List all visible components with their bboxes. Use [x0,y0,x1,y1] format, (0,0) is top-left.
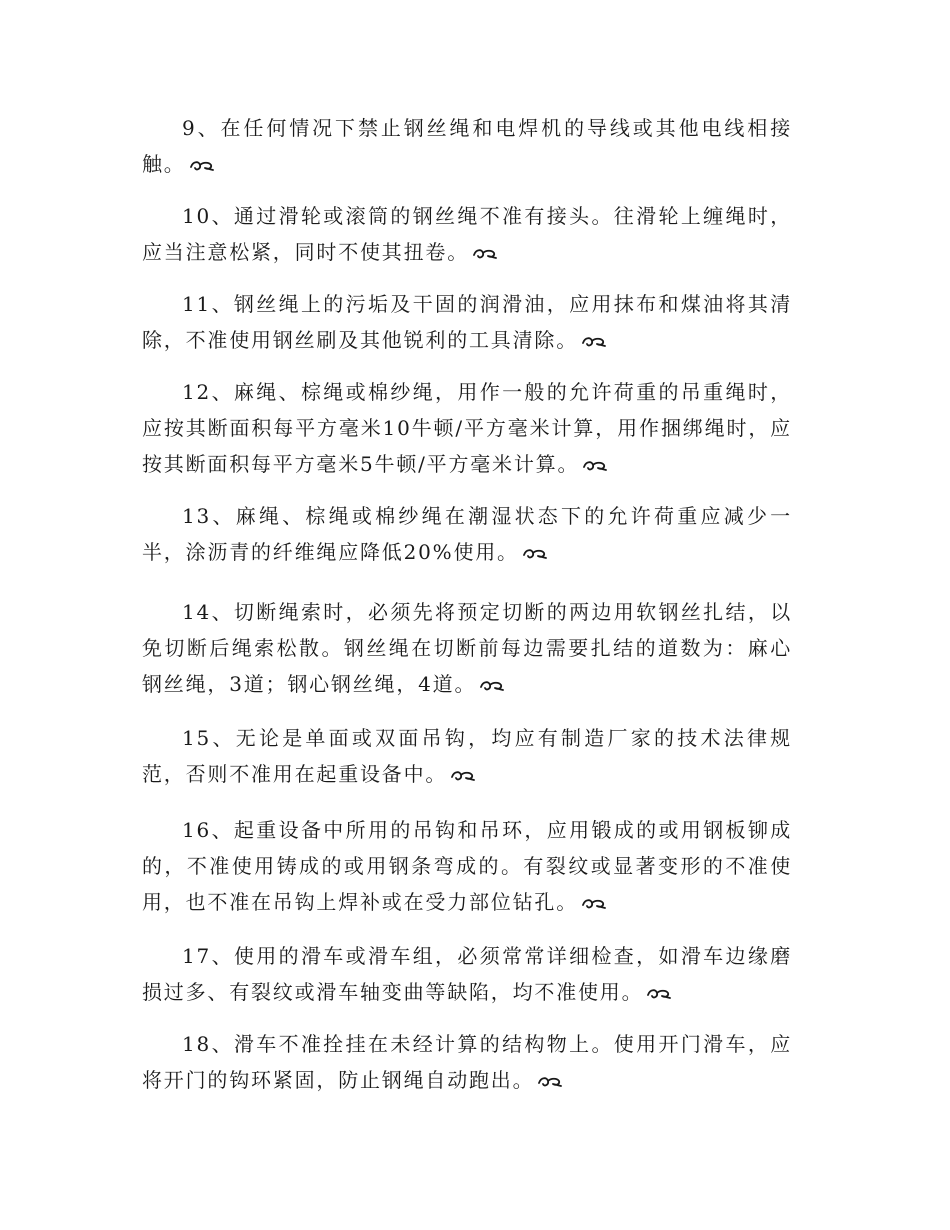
paragraph-13 [142,498,792,570]
paragraph-end-mark-icon [523,548,547,560]
paragraph-18 [142,1026,792,1098]
paragraph-end-mark-icon [451,770,475,782]
paragraph-end-mark-icon [582,898,606,910]
paragraph-14 [142,594,792,702]
paragraph-text: 17、使用的滑车或滑车组，必须常常详细检查，如滑车边缘磨损过多、有裂纹或滑车轴变曲等缺陷，均不准使用。 [142,944,792,1004]
paragraph-10 [142,198,792,270]
paragraph-text: 12、麻绳、棕绳或棉纱绳，用作一般的允许荷重的吊重绳时，应按其断面积每平方毫米10牛顿/平方毫米计算，用作捆绑绳时，应按其断面积每平方毫米5牛顿/平方毫米计算。 [142,380,792,476]
paragraph-text: 13、麻绳、棕绳或棉纱绳在潮湿状态下的允许荷重应减少一半，涂沥青的纤维绳应降低20%使用。 [142,504,792,564]
paragraph-end-mark-icon [480,680,504,692]
paragraph-end-mark-icon [647,988,671,1000]
paragraph-end-mark-icon [473,248,497,260]
paragraph-text: 18、滑车不准拴挂在未经计算的结构物上。使用开门滑车，应将开门的钩环紧固，防止钢绳自动跑出。 [142,1032,792,1092]
paragraph-text: 14、切断绳索时，必须先将预定切断的两边用软钢丝扎结，以免切断后绳索松散。钢丝绳在切断前每边需要扎结的道数为：麻心钢丝绳，3道；钢心钢丝绳，4道。 [142,600,792,696]
paragraph-end-mark-icon [583,460,607,472]
paragraph-end-mark-icon [582,336,606,348]
paragraph-text: 15、无论是单面或双面吊钩，均应有制造厂家的技术法律规范，否则不准用在起重设备中。 [142,726,792,786]
paragraph-text: 16、起重设备中所用的吊钩和吊环，应用锻成的或用钢板铆成的，不准使用铸成的或用钢条弯成的。有裂纹或显著变形的不准使用，也不准在吊钩上焊补或在受力部位钻孔。 [142,818,792,914]
paragraph-text: 10、通过滑轮或滚筒的钢丝绳不准有接头。往滑轮上缠绳时，应当注意松紧，同时不使其扭卷。 [142,204,792,264]
paragraph-12 [142,374,792,482]
paragraph-9 [142,110,792,182]
paragraph-17 [142,938,792,1010]
paragraph-16 [142,812,792,920]
paragraph-end-mark-icon [538,1076,562,1088]
paragraph-15 [142,720,792,792]
paragraph-text: 9、在任何情况下禁止钢丝绳和电焊机的导线或其他电线相接触。 [142,116,792,176]
paragraph-end-mark-icon [190,160,214,172]
paragraph-text: 11、钢丝绳上的污垢及干固的润滑油，应用抹布和煤油将其清除，不准使用钢丝刷及其他锐利的工具清除。 [142,292,792,352]
paragraph-11 [142,286,792,358]
